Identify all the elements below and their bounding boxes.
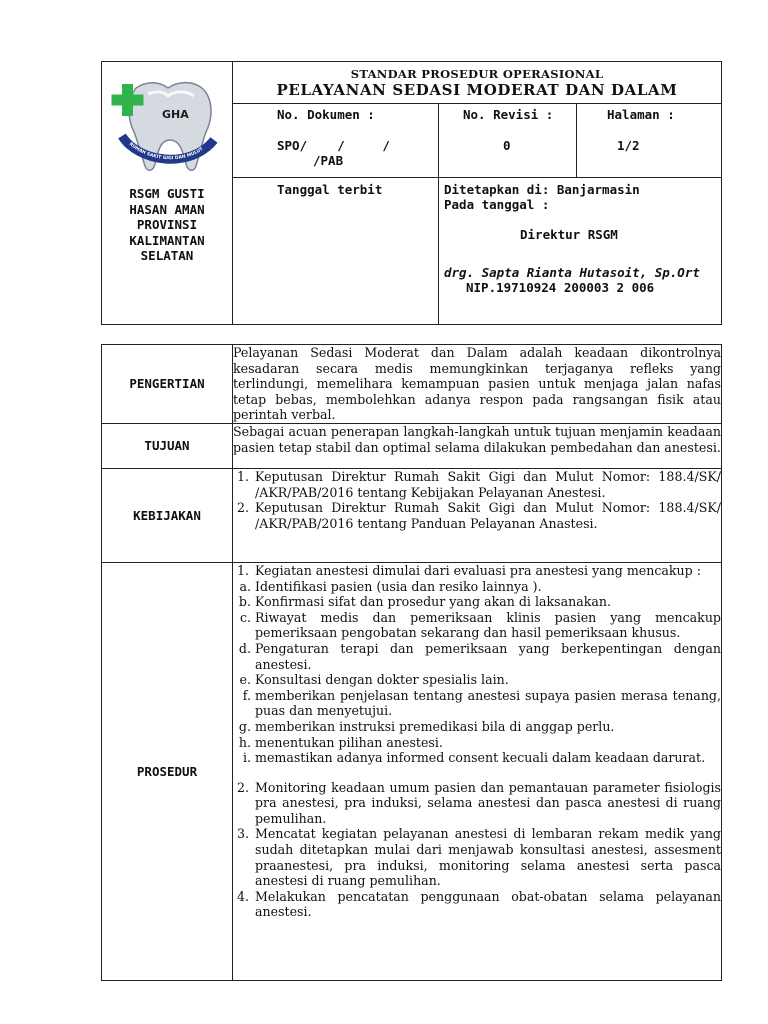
prosedur-substep: c. Riwayat medis dan pemeriksaan klinis pasien yang mencakup pemeriksaan pengobatan sekarang dan hasil pemeriksaan khusus. [255, 610, 721, 641]
title-cell [233, 62, 722, 104]
signatory-nip: NIP.19710924 200003 2 006 [466, 280, 655, 295]
prosedur-substep: d. Pengaturan terapi dan pemeriksaan yang berkepentingan dengan anestesi. [255, 641, 721, 672]
tanggal-terbit-label: Tanggal terbit [277, 182, 383, 197]
prosedur-step [253, 563, 721, 780]
prosedur-substep: i. memastikan adanya informed consent kecuali dalam keadaan darurat. [255, 750, 721, 766]
no-revisi-value: 0 [503, 138, 511, 153]
hospital-name-line: HASAN AMAN [129, 201, 205, 217]
prosedur-substep: h. menentukan pilihan anestesi. [255, 735, 721, 751]
prosedur-substep: e. Konsultasi dengan dokter spesialis lain. [255, 672, 721, 688]
prosedur-step: 3. Mencatat kegiatan pelayanan anestesi di lembaran rekam medik yang sudah ditetapkan mulai dari menjawab konsultasi anestesi, assesment praanestesi, pra induksi, monitoring selama anestesi serta pasca anestesi di ruang pemulihan. [253, 826, 721, 888]
tanggal-terbit-cell [233, 178, 439, 325]
doc-type: STANDAR PROSEDUR OPERASIONAL [350, 67, 604, 81]
kebijakan-list [233, 469, 721, 531]
pada-tanggal-text: Pada tanggal : [444, 197, 550, 212]
prosedur-step: 4. Melakukan pencatatan penggunaan obat-obatan selama pelayanan anestesi. [253, 889, 721, 920]
pengertian-text: Pelayanan Sedasi Moderat dan Dalam adalah keadaan dikontrolnya kesadaran secara medis memungkinkan terjaganya refleks yang terlindungi, memelihara kemampuan pasien untuk menjaga jalan nafas tetap bebas, membolehkan adanya respon pada rangsangan fisik atau perintah verbal. [233, 345, 721, 423]
hospital-identity-cell [102, 62, 233, 325]
prosedur-label: PROSEDUR [102, 562, 233, 980]
prosedur-step: 2. Monitoring keadaan umum pasien dan pemantauan parameter fisiologis pra anestesi, pra induksi, selama anestesi dan pasca anestesi di ruang pemulihan. [253, 780, 721, 827]
kebijakan-label: KEBIJAKAN [102, 468, 233, 562]
hospital-name-line: RSGM GUSTI [129, 186, 205, 201]
no-dokumen-value-2: /PAB [313, 153, 344, 168]
hospital-logo [102, 62, 232, 180]
hospital-name-line: PROVINSI [136, 217, 198, 232]
no-dokumen-cell [233, 104, 439, 178]
doc-title: PELAYANAN SEDASI MODERAT DAN DALAM [276, 81, 678, 99]
tujuan-label: TUJUAN [102, 423, 233, 468]
no-dokumen-label: No. Dokumen : [277, 107, 375, 122]
prosedur-substep: f. memberikan penjelasan tentang anestesi supaya pasien merasa tenang, puas dan menyetujui. [255, 688, 721, 719]
no-revisi-label: No. Revisi : [463, 107, 554, 122]
signatory-name: drg. Sapta Rianta Hutasoit, Sp.Ort [444, 265, 700, 280]
prosedur-substep: g. memberikan instruksi premedikasi bila di anggap perlu. [255, 719, 721, 735]
prosedur-step-text: Kegiatan anestesi dimulai dari evaluasi pra anestesi yang mencakup : [255, 562, 701, 578]
penetapan-cell [439, 178, 722, 325]
prosedur-substeps [235, 579, 721, 766]
prosedur-substep: a. Identifikasi pasien (usia dan resiko lainnya ). [255, 579, 721, 595]
kebijakan-item: 2. Keputusan Direktur Rumah Sakit Gigi dan Mulut Nomor: 188.4/SK/ /AKR/PAB/2016 tentang Panduan Pelayanan Anastesi. [253, 500, 721, 531]
no-revisi-cell [439, 104, 577, 178]
prosedur-content [233, 562, 722, 980]
spacer [102, 325, 233, 345]
prosedur-substep: b. Konfirmasi sifat dan prosedur yang akan di laksanakan. [255, 594, 721, 610]
kebijakan-item: 1. Keputusan Direktur Rumah Sakit Gigi dan Mulut Nomor: 188.4/SK/ /AKR/PAB/2016 tentang Kebijakan Pelayanan Anestesi. [253, 469, 721, 500]
halaman-value: 1/2 [617, 138, 640, 153]
sop-document [101, 61, 722, 981]
hospital-name-line: KALIMANTAN [129, 232, 205, 248]
kebijakan-content [233, 468, 722, 562]
hospital-name [102, 186, 232, 264]
hospital-name-line: SELATAN [140, 248, 194, 263]
no-dokumen-value: SPO/ / / [277, 138, 390, 153]
tujuan-text: Sebagai acuan penerapan langkah-langkah untuk tujuan menjamin keadaan pasien tetap stabil dan optimal selama dilakukan pembedahan dan anestesi. [233, 423, 722, 468]
halaman-label: Halaman : [607, 107, 675, 122]
logo-gha-text: GHA [162, 108, 189, 121]
direktur-text: Direktur RSGM [520, 227, 618, 242]
ditetapkan-text: Ditetapkan di: Banjarmasin [444, 182, 640, 197]
prosedur-list [233, 563, 721, 920]
logo-arc-text: RUMAH SAKIT GIGI DAN MULUT [127, 141, 205, 162]
halaman-cell [577, 104, 722, 178]
spacer [233, 325, 722, 345]
tooth-logo-icon [108, 74, 226, 174]
pengertian-label: PENGERTIAN [102, 345, 233, 424]
